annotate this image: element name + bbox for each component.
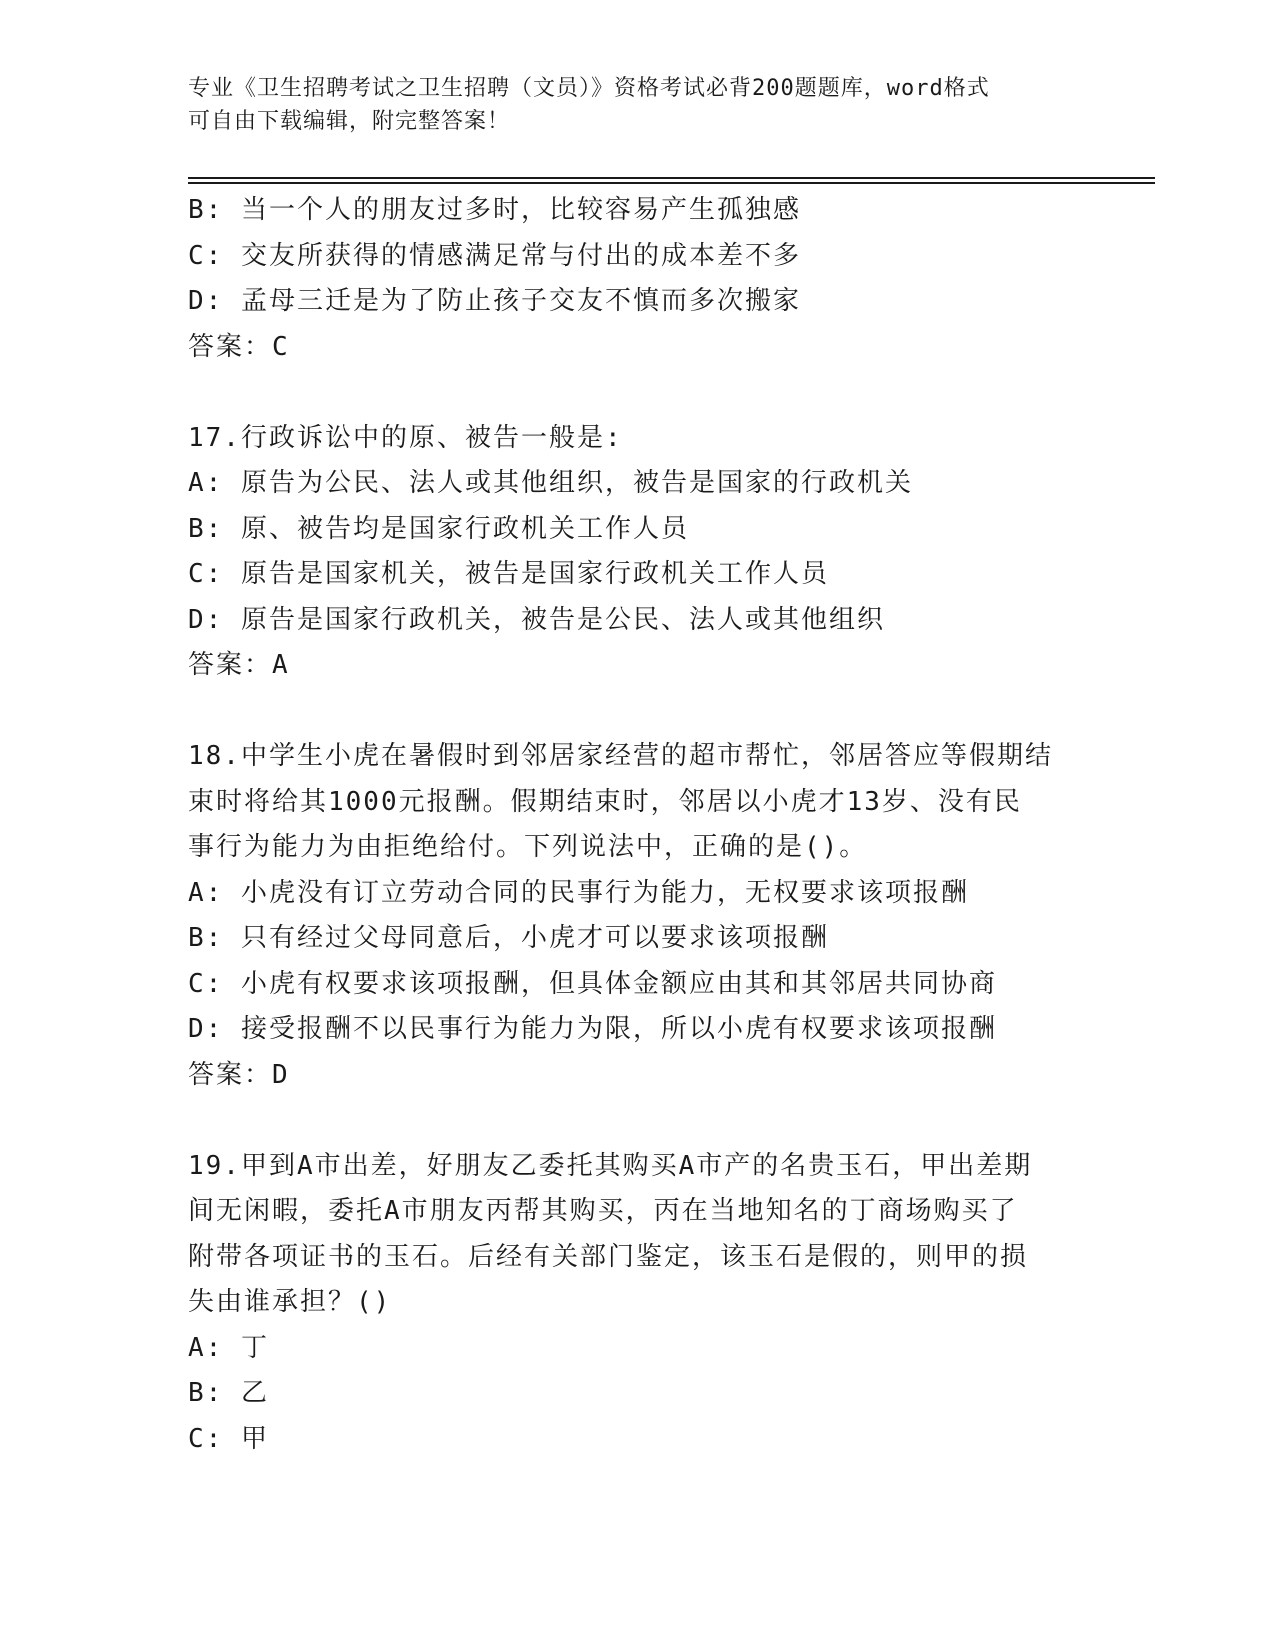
option-b: B: 原、被告均是国家行政机关工作人员 [188,513,689,544]
spacer [188,689,1088,735]
option-a: A: 原告为公民、法人或其他组织，被告是国家的行政机关 [188,468,913,498]
question-16-tail [188,188,1088,370]
question-stem-line-4: 失由谁承担？() [188,1287,392,1317]
answer: 答案：D [188,1059,290,1090]
question-17 [188,416,1088,689]
option-d: D: 孟母三迁是为了防止孩子交友不慎而多次搬家 [188,286,801,316]
answer: 答案：C [188,331,290,362]
option-b: B: 乙 [188,1378,269,1408]
option-c: C: 小虎有权要求该项报酬，但具体金额应由其和其邻居共同协商 [188,968,997,999]
question-stem-line-1: 18.中学生小虎在暑假时到邻居家经营的超市帮忙，邻居答应等假期结 [188,741,1053,771]
option-c: C: 原告是国家机关，被告是国家行政机关工作人员 [188,559,829,589]
option-d: D: 原告是国家行政机关，被告是公民、法人或其他组织 [188,604,885,635]
option-d: D: 接受报酬不以民事行为能力为限，所以小虎有权要求该项报酬 [188,1014,997,1044]
question-content [188,188,1088,1462]
header-title-line-1: 专业《卫生招聘考试之卫生招聘（文员）》资格考试必背200题题库，word格式 [188,76,990,101]
question-stem-line-3: 事行为能力为由拒绝给付。下列说法中，正确的是()。 [188,832,868,862]
question-stem: 17.行政诉讼中的原、被告一般是: [188,422,623,453]
header-divider-top [188,177,1155,179]
question-stem-line-1: 19.甲到A市出差，好朋友乙委托其购买A市产的名贵玉石，甲出差期 [188,1150,1033,1181]
question-stem-line-2: 束时将给其1000元报酬。假期结束时，邻居以小虎才13岁、没有民 [188,786,1022,817]
question-stem-line-2: 间无闲暇，委托A市朋友丙帮其购买，丙在当地知名的丁商场购买了 [188,1196,1018,1226]
header-title-line-2: 可自由下载编辑，附完整答案！ [188,109,511,134]
option-b: B: 只有经过父母同意后，小虎才可以要求该项报酬 [188,923,829,953]
header-divider-bottom [188,182,1155,184]
spacer [188,370,1088,416]
option-a: A: 丁 [188,1332,269,1363]
option-c: C: 交友所获得的情感满足常与付出的成本差不多 [188,240,801,271]
question-18 [188,734,1088,1098]
option-a: A: 小虎没有订立劳动合同的民事行为能力，无权要求该项报酬 [188,877,969,908]
question-19 [188,1144,1088,1463]
question-stem-line-3: 附带各项证书的玉石。后经有关部门鉴定，该玉石是假的，则甲的损 [188,1241,1029,1272]
option-c: C: 甲 [188,1423,269,1454]
spacer [188,1098,1088,1144]
answer: 答案：A [188,650,290,680]
document-header [188,72,1088,138]
option-b: B: 当一个人的朋友过多时，比较容易产生孤独感 [188,195,801,225]
